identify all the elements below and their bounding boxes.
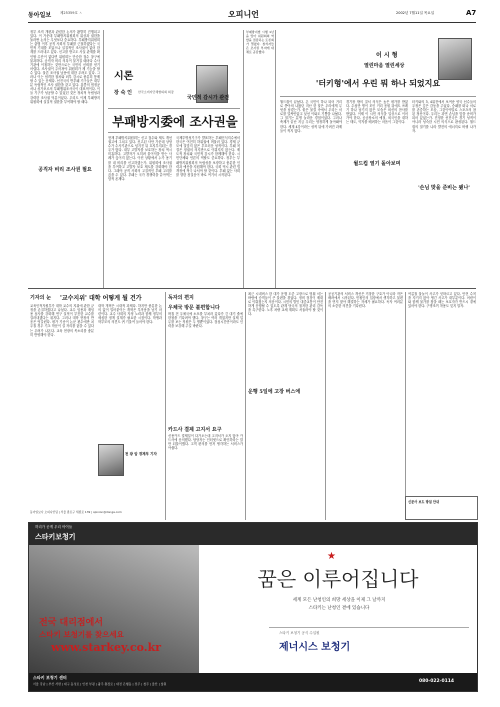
- reporter-text-1: 교육인적자원부가 대학 교수의 지위에 관한 규정을 손질하겠다고 나섰다. 교수 임용과 재임용 심사를 강화해 연구 실적이 부진한 교수를 걸러내겠다는 취지다. 그러나 대학 현장의 반응은 엇갈린다. 평가 기준이 논문 편수에만 치우칠 경우 기초 학문이 설 자리를 잃을 수 있다는 우려가 나온다. 교육 현장의 목소리를 충분히 반영해야 한다.: [30, 304, 94, 337]
- ad-sub-slogan-2: 스타키는 난청인 곁에 있습니다: [308, 606, 370, 611]
- ad-dealer-strip: [29, 673, 477, 691]
- reporter-label: 기자의 눈: [30, 295, 52, 301]
- column-label: 시론: [114, 71, 134, 82]
- page-date: 2002년 7월11일 목요일: [396, 11, 435, 15]
- address-line: 동아일보사 오피니언팀 | 서울 종로구 세종로 139 | opinion@donga.com: [30, 510, 122, 514]
- middle-text-2: 공공기관의 서비스 개선은 거창한 구호가 아니라 작은 배려에서 시작된다. 민원인의 입장에서 생각하고 불편을 먼저 찾아 해결하는 자세가 필요하다. 독자 여러분의 소중한 의견을 기다린다.: [328, 292, 403, 309]
- column-text-left: 정부 조직 개편과 관련한 논의가 활발히 진행되고 있다. 이 가운데 부패방지위원회의 위상과 권한을 둘러싼 논의는 무엇보다 중요하다. 부패방지위원회는 출범 이후 공직 사회의 부패를 근절하겠다는 국민적 기대를 모았으나 실질적인 조사권이 없어 한계를 드러내고 있다. 신고를 받고도 사실 관계를 확인할 수단이 없다면 위원회는 단순한 접수 창구에 불과하다. 공직자 비리 의혹이 불거질 때마다 수사기관에 이첩하는 것만으로는 국민의 신뢰를 얻기 어렵다. 조사권이 주어져야 위원회가 제 기능을 할 수 있다. 물론 조사권 남용에 대한 우려도 있다. 그러나 이는 엄격한 절차와 외부 감시로 충분히 통제할 수 있는 문제다. 선진국의 반부패 기구들은 대부분 독립적인 조사 권한을 갖고 있다. 홍콩의 염정공서나 싱가포르의 부패행위조사국이 대표적이다. 이들 기구가 성공할 수 있었던 것은 정치적 독립성과 강력한 조사권 덕분이었다. 우리도 이제 부패방지위원회에 실질적 권한을 부여해야 할 때다.: [30, 30, 100, 104]
- masthead: [28, 8, 476, 23]
- ad-partner-tag: 스타키 보청기 공식 수입원: [279, 631, 320, 635]
- essay-author-name: 이 시 형: [376, 52, 398, 59]
- ad-slogan: 꿈은 이루어집니다: [257, 567, 419, 591]
- notice-box: [405, 496, 478, 520]
- ad-partner-box: [269, 627, 469, 658]
- left-subhead: 공직자 비리 조사권 필요: [38, 167, 92, 173]
- notice-title: 신문사 보도 방침 안내: [408, 500, 440, 504]
- ad-dealers-label: 스타키 보청기 센터: [33, 675, 67, 680]
- essay-author-affiliation: 열린마음 열린세상: [364, 63, 405, 69]
- center-subhead: 국민적 감시가 관건: [186, 95, 230, 101]
- essay-subhead-2: '손님 맞을 준비는 됐나': [418, 185, 470, 191]
- author-name: 장 숙 인: [114, 90, 132, 96]
- letters-label: 독자의 편지: [168, 295, 194, 301]
- paper-name: 동아일보: [28, 12, 52, 19]
- ad-dealers: 서울 강남 | 부산 서면 | 대구 동성로 | 인천 부평 | 광주 충장로 | 대전 은행동 | 전주 | 청주 | 울산 | 창원: [33, 682, 167, 686]
- letter-title-3: 카드사 결제 고지서 요구: [168, 427, 222, 433]
- reporter-view: [30, 292, 163, 520]
- ad-url[interactable]: www.starkey.co.kr: [51, 641, 161, 654]
- ad-phone[interactable]: 080-022-0114: [419, 679, 455, 684]
- letter-title-2: 운행 5일에 고장 버스에: [248, 389, 301, 395]
- reporter-headline: '교수지위' 대학 어떻게 될 건가: [60, 295, 142, 302]
- ad-sub-slogan-1: 세계 모든 난청인의 희망 세상을 이제 그 날까지: [292, 598, 386, 603]
- middle-text-1: 최근 시내버스 한 대가 운행 도중 고장으로 멈춰 서는 바람에 승객들이 큰 불편을 겪었다. 정비 점검이 제대로 이뤄졌는지 의문이다. 시민의 발인 대중교통이 안전하게 운행될 수 있도록 관계 당국의 철저한 관리 감독을 촉구한다. 노후 차량 교체 계획도 서둘러야 할 것이다.: [248, 292, 323, 317]
- reporter-text-2: 대학 개혁은 시대적 과제다. 하지만 충분한 논의 없이 밀어붙이는 개혁은 부작용을 낳기 마련이다. 교수 사회의 자정 노력과 함께 정부의 세심한 정책 설계가 필요한 시점이다. 학생과 학부모의 의견도 귀 기울여 들어야 한다.: [98, 304, 162, 325]
- column-text-center-right: 국제투명성기구가 발표하는 부패인식지수에서 한국은 여전히 하위권에 머물러 있다. 경제 규모에 걸맞지 않은 부끄러운 성적이다. 부패 척결은 정권의 의지만으로 이뤄지지 않는다. 제도적 장치와 국민적 감시가 함께해야 한다. 시민단체와 언론의 역할도 중요하다. 정부는 부패방지위원회의 독립성을 보장하고 충분한 인력과 예산을 지원해야 한다. 국회 역시 관련 법 개정에 적극 나서야 할 것이다. 부패 없는 사회를 향한 첫걸음이 바로 여기서 시작된다.: [176, 136, 240, 177]
- ad-top-label: 허리가 곧게 우리 아이들: [35, 525, 73, 529]
- starkey-ad: [28, 522, 478, 692]
- ad-cta-line2: 스타키 보청기를 찾으세요: [39, 630, 124, 639]
- letter-title-1: 우체국 방문 불편합니다: [168, 305, 220, 311]
- essay-header: [280, 30, 476, 94]
- reporter-byline: 천 광 암 경제부 기자: [125, 452, 157, 456]
- letter-text-3: 신용카드 결제일이 다가오는데 고지서가 오지 않아 카드사에 문의했다. 담당자는 인터넷으로 확인하라는 말만 되풀이했다. 고객 편의를 먼저 생각하는 서비스가 아쉽다.: [168, 434, 243, 451]
- reader-letters: [168, 292, 243, 520]
- section-title: 오피니언: [228, 9, 259, 19]
- essay-text-2: 경기장 밖의 질서 의식은 높은 평가를 받았다. 수십만 명이 모인 거리 응원 뒤에도 쓰레기 하나 남기지 않은 모습은 외신의 찬사를 받았다. 이제 이 시민 의식을 일상으로 이어가야 한다. 공공장소의 예절, 외국인을 대하는 태도, 약자를 배려하는 마음이 그것이다.: [346, 100, 408, 125]
- ad-top-banner: [29, 523, 477, 545]
- ad-partner-name: 제너시스 보청기: [279, 642, 351, 653]
- ad-brand: 스타키보청기: [35, 533, 76, 541]
- column-text-center-left: 현재 부패방지위원회는 신고 접수와 제도 개선 권고에 그치고 있다. 신고된 사안 가운데 상당수가 수사기관으로 넘겨진 뒤 흐지부지되는 경우가 많다. 내부 고발자를 보호하는 장치 역시 미흡하다. 고발자가 오히려 불이익을 받는 사례가 끊이지 않는다. 이런 상황에서 누가 용기를 내 비리를 신고하겠는가. 위원회에 조사권을 부여하고 고발자 보호 제도를 강화해야 한다. 그래야 공직 사회의 고질적인 부패 고리를 끊을 수 있다. 부패는 국가 경쟁력을 갉아먹는 암적 존재다.: [108, 136, 172, 181]
- sidebar-headline: 부패방지委에 조사권을: [112, 114, 238, 129]
- author-affiliation: 한국소비자단체협의회 회장: [138, 90, 174, 94]
- ad-cta-line1: 전국 대리점에서: [39, 618, 103, 628]
- issue-number: 제25359호 ㅅ: [60, 11, 83, 15]
- essay-subhead-1: 월드컵 열기 돌아보며: [353, 161, 401, 167]
- right-text: 여름철 물놀이 사고가 잇따르고 있다. 안전 수칙을 지키지 않아 생긴 사고가 대부분이다. 어린이와 함께 물가를 찾을 때는 보호자가 반드시 곁에 있어야 한다. 구명조끼 착용도 잊지 말자.: [408, 292, 476, 309]
- ad-star-icon: ★: [327, 551, 336, 562]
- essay-headline: '터키형'에서 우린 뭐 하나 되었지요: [315, 78, 441, 88]
- essay-text-1: 월드컵이 끝났다. 온 국민이 하나 되어 거리로 쏟아져 나왔던 지난 한 달은 우리에게 무엇을 남겼는가. 붉은 물결 속에서 우리는 서로를 얼싸안았고 낯선 이와도 기쁨을 나눴다. 그 열기는 분명 놀라운 경험이었다. 그러나 축제가 끝난 지금 우리는 냉정하게 돌아봐야 한다. 세계 4강이라는 성적 뒤에 가려진 과제들이 적지 않다.: [280, 100, 342, 133]
- page-number: A7: [466, 9, 477, 17]
- reporter-photo: [98, 444, 124, 476]
- letter-text-1: 며칠 전 우체국에 소포를 부치러 갔다가 긴 대기 줄에 한참을 기다려야 했다. 창구는 여러 개였지만 실제 업무를 보는 직원은 두 명뿐이었다. 점심시간만이라도 인력을 보강해 주길 바란다.: [168, 312, 243, 329]
- column-text-narrow: 부패방지법 시행 1년을 맞아 위원회의 역할을 점검하는 토론회가 열렸다. 참석자들은 조사권 부여에 대체로 공감했다.: [246, 30, 274, 55]
- essay-author-photo: [438, 38, 472, 80]
- essay-text-3: 터키와의 3, 4위전에서 보여준 양국 선수들의 우정은 깊은 감동을 주었다. 승패를 떠나 서로를 존중하는 모습, 그것이야말로 스포츠의 참된 정신이다. 우리는 과연 손님을 맞을 준비가 되어 있었는가. 진정한 선진국은 경기 성적이 아니라 성숙한 시민 의식으로 완성된다. 월드컵의 열기를 나라 발전의 에너지로 바꿔 나가자.: [412, 100, 476, 133]
